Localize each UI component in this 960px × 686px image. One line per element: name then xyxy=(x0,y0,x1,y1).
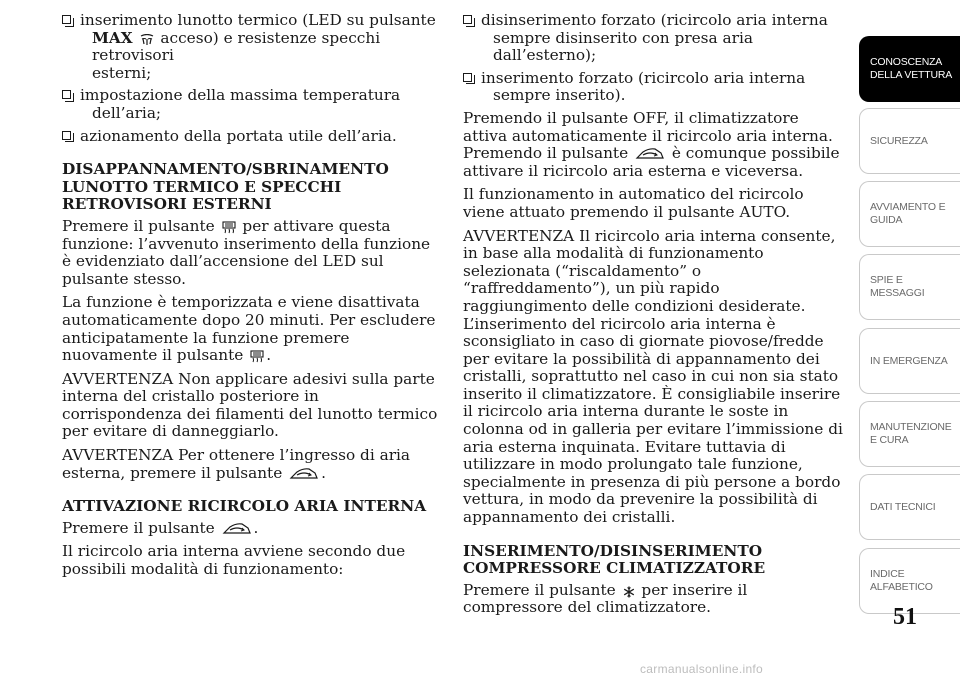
snowflake-icon xyxy=(623,586,635,598)
bullet-item xyxy=(62,87,438,122)
tab-avviamento-e-guida[interactable]: AVVIAMENTO E GUIDA xyxy=(859,181,960,247)
section-heading: INSERIMENTO/DISINSERIMENTO COMPRESSORE CLIMATIZZATORE xyxy=(463,541,766,578)
paragraph: Il ricircolo aria interna avviene secondo due possibili modalità di funzionamento: xyxy=(62,542,406,579)
watermark: carmanualsonline.info xyxy=(640,662,764,676)
tab-sicurezza[interactable]: SICUREZZA xyxy=(859,108,960,174)
checkbox-bullet-icon xyxy=(463,73,472,82)
tab-dati-tecnici[interactable]: DATI TECNICI xyxy=(859,474,960,540)
section-heading: ATTIVAZIONE RICIRCOLO ARIA INTERNA xyxy=(62,497,427,516)
tab-in-emergenza[interactable]: IN EMERGENZA xyxy=(859,328,960,394)
paragraph: Premendo il pulsante OFF, il climatizzatore attiva automaticamente il ricircolo aria interna. Premendo il pulsante è comunque possibile attivare il ricircolo aria esterna e viceversa. xyxy=(463,108,840,180)
paragraph: Premere il pulsante per inserire il compressore del climatizzatore. xyxy=(463,580,748,617)
max-label: MAX xyxy=(92,28,133,47)
paragraph: Premere il pulsante . xyxy=(62,518,259,537)
bullet-text: acceso) e resistenze specchi retrovisori xyxy=(92,28,381,65)
chapter-tabs xyxy=(859,0,960,660)
air-recirculation-icon xyxy=(222,522,252,536)
checkbox-bullet-icon xyxy=(62,131,71,140)
page-number: 51 xyxy=(893,604,917,630)
tab-indice-alfabetico[interactable]: INDICE ALFABETICO xyxy=(859,548,960,614)
tab-manutenzione-e-cura[interactable]: MANUTENZIONE E CURA xyxy=(859,401,960,467)
max-defrost-icon xyxy=(140,34,154,46)
checkbox-bullet-icon xyxy=(463,15,472,24)
bullet-text: esterni; xyxy=(92,63,152,82)
bullet-text: impostazione della massima temperatura xyxy=(80,86,401,105)
paragraph: Premere il pulsante per attivare questa funzione: l’avvenuto inserimento della funzione è evidenziato dall’accensione del LED sul pulsante stesso. xyxy=(62,216,431,288)
bullet-item xyxy=(62,12,438,82)
bullet-text: azionamento della portata utile dell’aria. xyxy=(80,126,397,145)
tab-spie-e-messaggi[interactable]: SPIE E MESSAGGI xyxy=(859,254,960,320)
right-column xyxy=(463,12,846,623)
air-recirculation-icon xyxy=(289,467,319,481)
paragraph: La funzione è temporizzata e viene disattivata automaticamente dopo 20 minuti. Per escludere anticipatamente la funzione premere nuovamente il pulsante . xyxy=(62,293,436,365)
bullet-item xyxy=(463,12,846,65)
bullet-text: disinserimento forzato (ricircolo aria interna xyxy=(481,11,828,29)
bullet-text: sempre disinserito con presa aria dall’esterno); xyxy=(493,28,753,65)
bullet-text: inserimento lunotto termico (LED su pulsante xyxy=(80,11,436,29)
warning-paragraph: AVVERTENZA Non applicare adesivi sulla parte interna del cristallo posteriore in corrispondenza dei filamenti del lunotto termico per evitare di danneggiarlo. xyxy=(62,369,438,441)
bullet-text: inserimento forzato (ricircolo aria interna xyxy=(481,68,806,87)
bullet-text: dell’aria; xyxy=(92,103,162,122)
section-heading: DISAPPANNAMENTO/SBRINAMENTO LUNOTTO TERMICO E SPECCHI RETROVISORI ESTERNI xyxy=(62,160,389,214)
rear-defrost-icon xyxy=(250,350,264,363)
checkbox-bullet-icon xyxy=(62,90,71,99)
rear-defrost-icon xyxy=(222,221,236,234)
bullet-item xyxy=(62,128,438,146)
bullet-text: sempre inserito). xyxy=(493,86,626,105)
warning-paragraph: AVVERTENZA Per ottenere l’ingresso di aria esterna, premere il pulsante . xyxy=(62,446,411,482)
bullet-item xyxy=(463,70,846,105)
left-column xyxy=(62,12,438,585)
paragraph: Il funzionamento in automatico del ricircolo viene attuato premendo il pulsante AUTO. xyxy=(463,185,804,221)
tab-conoscenza-della-vettura[interactable]: CONOSCENZA DELLA VETTURA xyxy=(859,36,960,102)
air-recirculation-icon xyxy=(635,147,665,161)
checkbox-bullet-icon xyxy=(62,15,71,24)
warning-paragraph: AVVERTENZA Il ricircolo aria interna consente, in base alla modalità di funzionamento selezionata (“riscaldamento” o “raffreddamento”), un più rapido raggiungimento delle condizioni desiderate. L’inserimento del ricircolo aria interna è sconsigliato in caso di giornate piovose/fredde per evitare la possibilità di appannamento dei cristalli, soprattutto nel caso in cui non sia stato inserito il climatizzatore. È consigliabile inserire il ricircolo aria interna durante le soste in colonna od in galleria per evitare l’immissione di aria esterna inquinata. Evitare tuttavia di utilizzare in modo prolungato tale funzione, specialmente in presenza di più persone a bordo vettura, in modo da prevenire la possibilità di appannamento dei cristalli. xyxy=(463,226,843,527)
